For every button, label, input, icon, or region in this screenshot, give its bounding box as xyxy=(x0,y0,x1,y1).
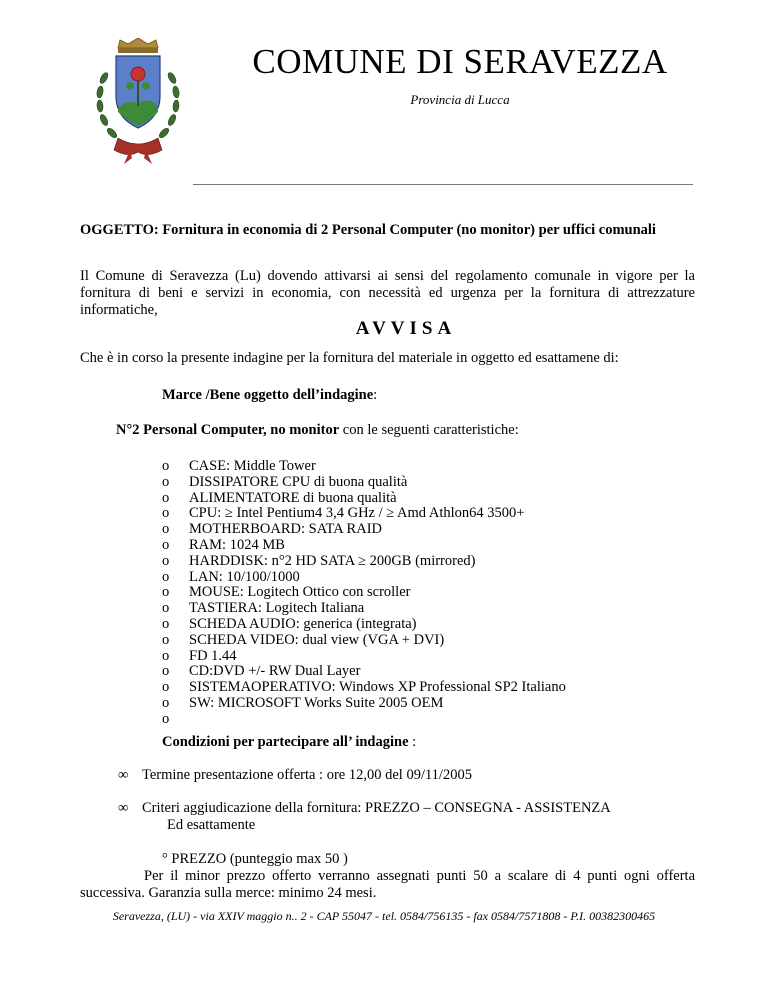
infinity-bullet-icon: ∞ xyxy=(118,767,129,783)
spec-text: SW: MICROSOFT Works Suite 2005 OEM xyxy=(189,694,444,711)
specs-list xyxy=(162,459,566,728)
spec-item xyxy=(162,617,566,633)
spec-text: ALIMENTATORE di buona qualità xyxy=(189,489,397,506)
spec-item xyxy=(162,601,566,617)
criteria-item xyxy=(118,800,688,817)
spec-text: MOTHERBOARD: SATA RAID xyxy=(189,521,382,538)
spec-item xyxy=(162,522,566,538)
circle-bullet-icon: o xyxy=(162,600,170,617)
spec-item xyxy=(162,680,566,696)
pc-description-bold: N°2 Personal Computer, no monitor xyxy=(116,422,340,438)
spec-item xyxy=(162,459,566,475)
spec-text: CD:DVD +/- RW Dual Layer xyxy=(189,663,361,680)
circle-bullet-icon: o xyxy=(162,631,170,648)
price-heading: ° PREZZO (punteggio max 50 ) xyxy=(162,851,348,867)
spec-text: SCHEDA AUDIO: generica (integrata) xyxy=(189,615,417,632)
circle-bullet-icon: o xyxy=(162,505,170,522)
spec-text: DISSIPATORE CPU di buona qualità xyxy=(189,473,408,490)
spec-item xyxy=(162,585,566,601)
spec-item xyxy=(162,696,566,712)
circle-bullet-icon: o xyxy=(162,458,170,474)
spec-text: MOUSE: Logitech Ottico con scroller xyxy=(189,584,411,601)
spec-text: HARDDISK: n°2 HD SATA ≥ 200GB (mirrored) xyxy=(189,552,476,569)
spec-text: CASE: Middle Tower xyxy=(189,458,316,474)
subject-heading: OGGETTO: Fornitura in economia di 2 Personal Computer (no monitor) per uffici comunali xyxy=(80,222,656,238)
spec-text: SISTEMAOPERATIVO: Windows XP Professional SP2 Italiano xyxy=(189,679,566,696)
pc-description xyxy=(116,422,676,439)
coat-of-arms-logo xyxy=(88,38,188,168)
conditions-label: Condizioni per partecipare all’ indagine xyxy=(162,734,409,750)
deadline-text: Termine presentazione offerta : ore 12,00 del 09/11/2005 xyxy=(142,767,472,783)
goods-label xyxy=(162,387,562,404)
intro-paragraph: Il Comune di Seravezza (Lu) dovendo attivarsi ai sensi del regolamento comunale in vigore per la fornitura di beni e servizi in economia, con necessità ed urgenza per la fornitura di attrezzature informatiche, xyxy=(80,268,695,318)
spec-text: RAM: 1024 MB xyxy=(189,536,285,553)
spec-item xyxy=(162,538,566,554)
circle-bullet-icon: o xyxy=(162,536,170,553)
circle-bullet-icon: o xyxy=(162,489,170,506)
spec-item xyxy=(162,664,566,680)
circle-bullet-icon: o xyxy=(162,679,170,696)
spec-item xyxy=(162,570,566,586)
circle-bullet-icon: o xyxy=(162,552,170,569)
goods-label-colon: : xyxy=(373,387,378,403)
circle-bullet-icon: o xyxy=(162,473,170,490)
notice-heading: AVVISA xyxy=(355,318,457,339)
spec-item xyxy=(162,506,566,522)
price-detail: Per il minor prezzo offerto verranno assegnati punti 50 a scalare di 4 punti ogni offerta successiva. Garanzia sulla merce: minimo 24 mesi. xyxy=(80,868,695,901)
circle-bullet-icon: o xyxy=(162,647,170,664)
criteria-continuation: Ed esattamente xyxy=(167,817,256,833)
spec-item xyxy=(162,712,566,728)
circle-bullet-icon: o xyxy=(162,584,170,601)
circle-bullet-icon: o xyxy=(162,568,170,585)
investigation-paragraph: Che è in corso la presente indagine per la fornitura del materiale in oggetto ed esattamene di: xyxy=(80,350,619,366)
criteria-text: Criteri aggiudicazione della fornitura: PREZZO – CONSEGNA - ASSISTENZA xyxy=(142,800,611,816)
spec-text: FD 1.44 xyxy=(189,647,237,664)
spec-item xyxy=(162,491,566,507)
infinity-bullet-icon: ∞ xyxy=(118,800,129,816)
footer-address: Seravezza, (LU) - via XXIV maggio n.. 2 - CAP 55047 - tel. 0584/756135 - fax 0584/7571808 - P.I. 00382300465 xyxy=(112,909,656,923)
circle-bullet-icon: o xyxy=(162,663,170,680)
conditions-colon: : xyxy=(408,734,417,750)
circle-bullet-icon: o xyxy=(162,694,170,711)
conditions-heading xyxy=(162,734,562,751)
circle-bullet-icon: o xyxy=(162,615,170,632)
pc-description-rest: con le seguenti caratteristiche: xyxy=(339,422,519,438)
spec-item xyxy=(162,475,566,491)
circle-bullet-icon: o xyxy=(162,710,170,727)
deadline-item xyxy=(118,767,678,784)
spec-item xyxy=(162,554,566,570)
province-subtitle: Provincia di Lucca xyxy=(410,92,510,107)
spec-text: SCHEDA VIDEO: dual view (VGA + DVI) xyxy=(189,631,445,648)
spec-text: CPU: ≥ Intel Pentium4 3,4 GHz / ≥ Amd Athlon64 3500+ xyxy=(189,505,525,522)
spec-item xyxy=(162,649,566,665)
circle-bullet-icon: o xyxy=(162,521,170,538)
spec-text: TASTIERA: Logitech Italiana xyxy=(189,600,365,617)
page-title: COMUNE DI SERAVEZZA xyxy=(252,42,668,81)
spec-item xyxy=(162,633,566,649)
header-divider xyxy=(193,184,693,185)
spec-text: LAN: 10/100/1000 xyxy=(189,568,300,585)
goods-label-text: Marce /Bene oggetto dell’indagine xyxy=(162,387,374,403)
